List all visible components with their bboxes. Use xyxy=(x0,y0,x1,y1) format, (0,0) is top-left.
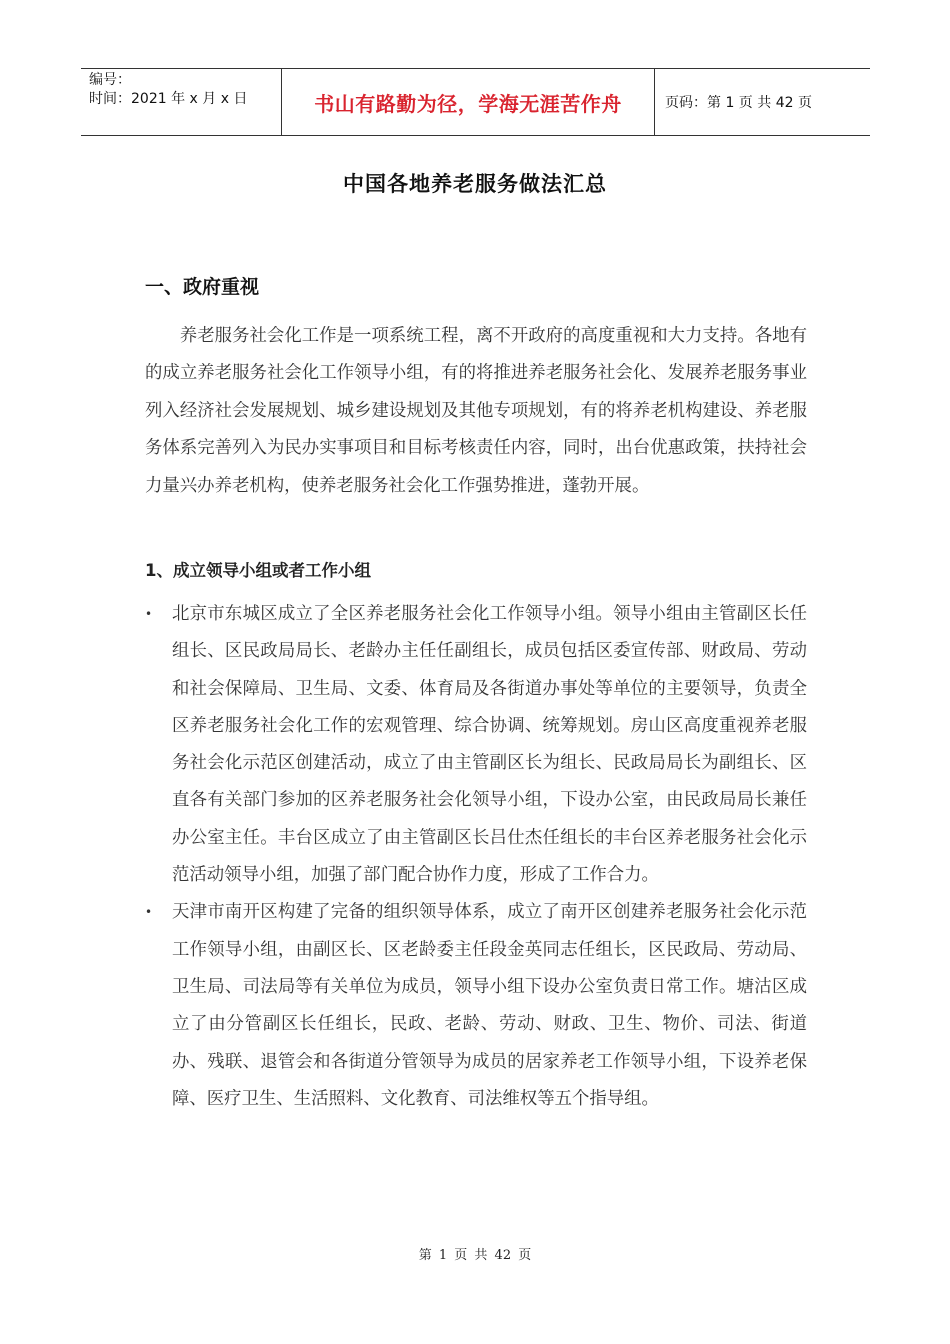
header-table xyxy=(81,68,870,136)
header-page-info: 页码：第 1 页 共 42 页 xyxy=(665,95,812,111)
bullet-text: 北京市东城区成立了全区养老服务社会化工作领导小组。领导小组由主管副区长任组长、区民政局局长、老龄办主任任副组长，成员包括区委宣传部、财政局、劳动和社会保障局、卫生局、文委、体育局及各街道办事处等单位的主要领导，负责全区养老服务社会化工作的宏观管理、综合协调、统筹规划。房山区高度重视养老服务社会化示范区创建活动，成立了由主管副区长为组长、民政局局长为副组长、区直各有关部门参加的区养老服务社会化领导小组，下设办公室，由民政局局长兼任办公室主任。丰台区成立了由主管副区长吕仕杰任组长的丰台区养老服务社会化示范活动领导小组，加强了部门配合协作力度，形成了工作合力。 xyxy=(172,604,807,886)
bullet-item-tianjin xyxy=(145,894,807,1118)
header-motto-cell xyxy=(282,69,655,135)
header-meta-cell xyxy=(81,69,282,135)
bullet-icon: • xyxy=(145,905,153,920)
bullet-text: 天津市南开区构建了完备的组织领导体系，成立了南开区创建养老服务社会化示范工作领导小组，由副区长、区老龄委主任段金英同志任组长，区民政局、劳动局、卫生局、司法局等有关单位为成员，领导小组下设办公室负责日常工作。塘沽区成立了由分管副区长任组长，民政、老龄、劳动、财政、卫生、物价、司法、街道办、残联、退管会和各街道分管领导为成员的居家养老工作领导小组，下设养老保障、医疗卫生、生活照料、文化教育、司法维权等五个指导组。 xyxy=(172,902,807,1109)
bullet-item-beijing xyxy=(145,596,807,894)
header-motto: 书山有路勤为径，学海无涯苦作舟 xyxy=(314,91,622,116)
bullet-icon: • xyxy=(145,607,153,621)
document-title: 中国各地养老服务做法汇总 xyxy=(343,172,607,196)
sub-heading: 1、成立领导小组或者工作小组 xyxy=(145,561,371,580)
page-footer: 第 1 页 共 42 页 xyxy=(418,1248,532,1263)
document-time-label: 时间：2021 年 x 月 x 日 xyxy=(89,91,248,107)
document-number-label: 编号： xyxy=(89,72,131,88)
bullet-list xyxy=(145,596,807,1118)
intro-paragraph: 养老服务社会化工作是一项系统工程，离不开政府的高度重视和大力支持。各地有的成立养老服务社会化工作领导小组，有的将推进养老服务社会化、发展养老服务事业列入经济社会发展规划、城乡建设规划及其他专项规划，有的将养老机构建设、养老服务体系完善列入为民办实事项目和目标考核责任内容，同时，出台优惠政策，扶持社会力量兴办养老机构，使养老服务社会化工作强势推进，蓬勃开展。 xyxy=(145,326,807,496)
header-page-cell xyxy=(655,69,870,135)
section-heading: 一、政府重视 xyxy=(145,276,260,298)
